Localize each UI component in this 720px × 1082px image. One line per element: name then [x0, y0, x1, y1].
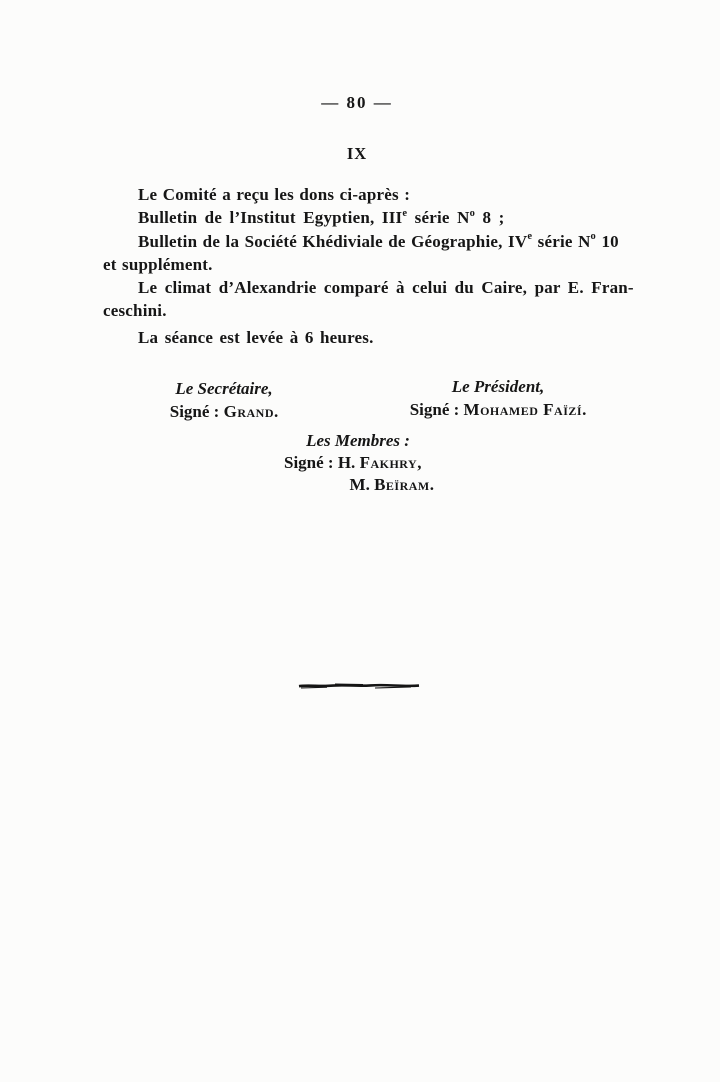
paragraph-line — [103, 299, 634, 322]
signed-suffix: , — [417, 453, 422, 472]
text-run: 8 ; — [475, 208, 505, 228]
signed-prefix: M. — [349, 475, 375, 494]
text-run: Le climat d’Alexandrie comparé à celui du Caire, par E. Fran- — [138, 278, 634, 298]
signatory-name: Beïram — [374, 475, 430, 494]
paragraph-line — [103, 183, 634, 206]
text-run: Le Comité a reçu les dons ci-après : — [138, 185, 411, 204]
paragraph-line — [103, 206, 634, 229]
paragraph-line — [103, 276, 634, 299]
signed-prefix: Signé : — [169, 402, 224, 421]
superscript-o: o — [590, 230, 596, 242]
signature-president — [400, 375, 596, 421]
signature-line — [400, 398, 596, 421]
text-run: série N — [532, 231, 591, 251]
text-run: et supplément. — [103, 254, 213, 274]
page-number: — 80 — — [321, 93, 393, 112]
paragraph-line — [103, 230, 634, 253]
section-heading: IX — [346, 144, 368, 163]
paragraph-line — [103, 253, 634, 276]
signature-title: Le Secrétaire, — [175, 379, 273, 398]
body-paragraphs — [103, 183, 634, 323]
signature-line — [140, 400, 308, 423]
signature-member-line — [284, 453, 434, 473]
decorative-end-rule — [297, 681, 421, 691]
superscript-o: o — [469, 207, 476, 219]
text-run: 10 — [596, 231, 619, 251]
signature-title: Le Président, — [451, 377, 545, 396]
signed-prefix: Signé : — [409, 400, 464, 419]
signed-suffix: . — [429, 475, 434, 494]
signature-member-line — [284, 475, 434, 495]
signature-members-title: Les Membres : — [306, 431, 410, 450]
text-run: ceschini. — [103, 301, 167, 321]
signed-prefix: Signé : H. — [284, 453, 360, 472]
text-run: Bulletin de la Société Khédiviale de Géographie, IV — [138, 231, 528, 251]
text-run: série N — [407, 208, 470, 228]
signatory-name: Grand — [223, 402, 274, 421]
text-run: Bulletin de l’Institut Egyptien, III — [138, 208, 403, 228]
superscript-e: e — [527, 230, 533, 242]
signatory-name: Fakhry — [359, 453, 418, 472]
signature-secretary — [140, 377, 308, 423]
signed-suffix: . — [273, 402, 279, 421]
superscript-e: e — [402, 207, 408, 219]
closing-line: La séance est levée à 6 heures. — [138, 328, 374, 347]
signed-suffix: . — [582, 400, 587, 419]
signatory-name: Mohamed Faïzí — [463, 400, 583, 419]
